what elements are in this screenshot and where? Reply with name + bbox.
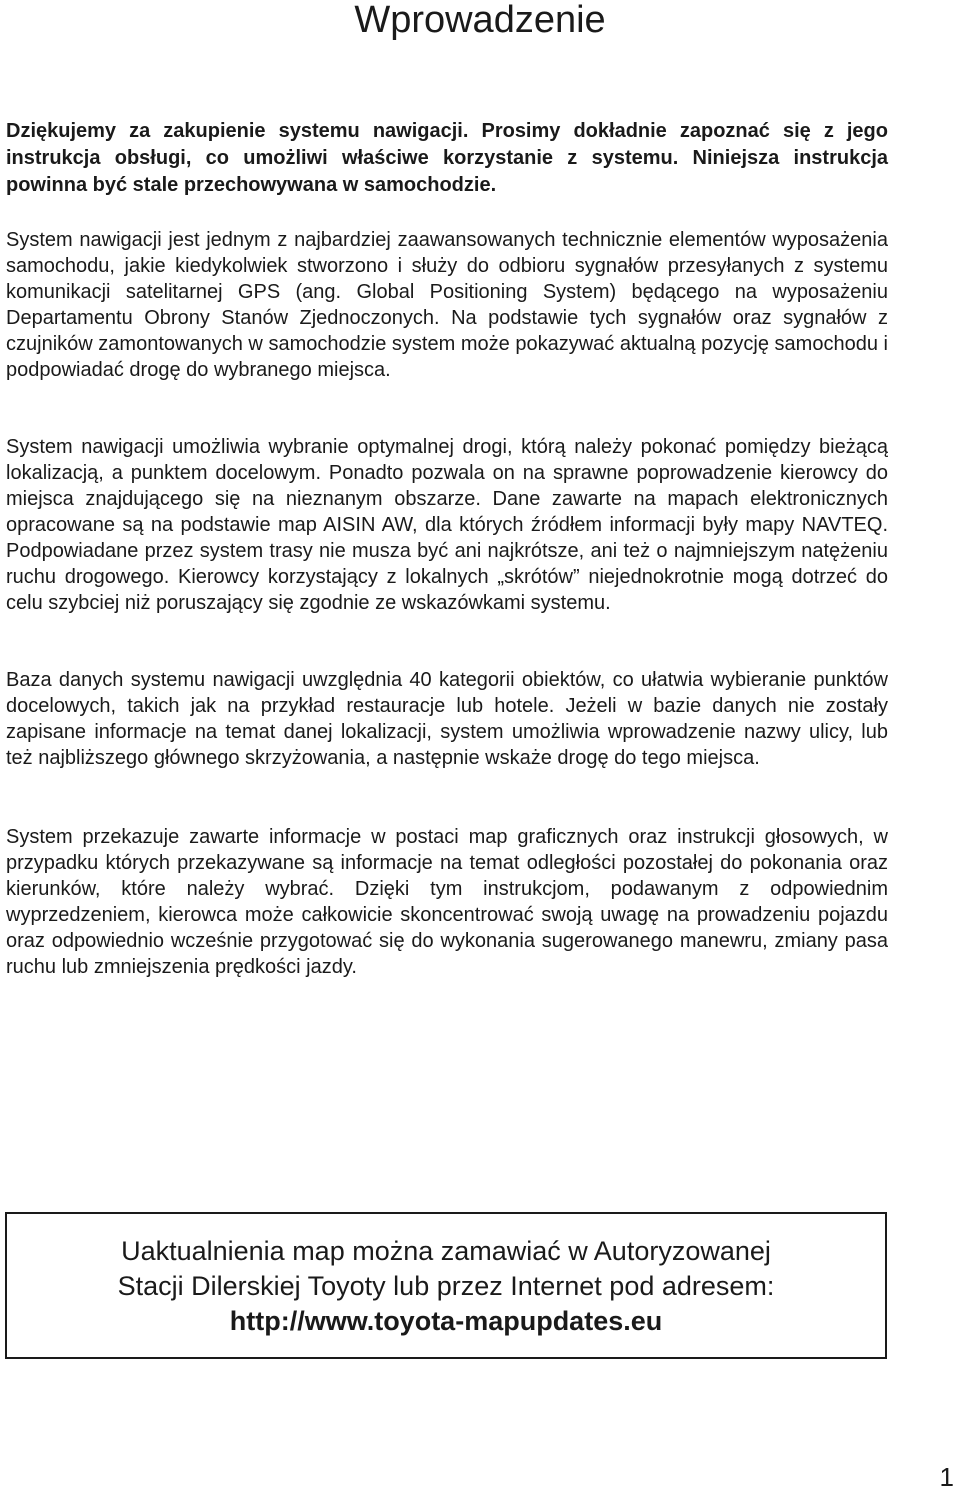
paragraph-voice-guidance: System przekazuje zawarte informacje w postaci map graficznych oraz instrukcji głosowych, w przypadku których przekazywane są informacje na temat odległości pozostałej do pokonania oraz kierunków, które należy wybrać. Dzięki tym instrukcjom, podawanym z odpowiednim wyprzedzeniem, kierowca może całkowicie skoncentrować swoją uwagę na prowadzeniu pojazdu oraz odpowiednio wcześnie przygotować się do wykonania sugerowanego manewru, zmiany pasa ruchu lub zmniejszenia prędkości jazdy. xyxy=(6,826,888,978)
paragraph-route-selection: System nawigacji umożliwia wybranie optymalnej drogi, którą należy pokonać pomiędzy bieżącą lokalizacją, a punktem docelowym. Ponadto pozwala on na sprawne poprowadzenie kierowcy do miejsca znajdującego się na nieznanym obszarze. Dane zawarte na mapach elektronicznych opracowane są na podstawie map AISIN AW, dla których źródłem informacji były mapy NAVTEQ. Podpowiadane przez system trasy nie musza być ani najkrótsze, ani też o najmniejszym natężeniu ruchu drogowego. Kierowcy korzystający z lokalnych „skrótów” niejednokrotnie mogą dotrzeć do celu szybciej niż poruszający się zgodnie ze wskazówkami systemu. xyxy=(6,436,888,614)
notice-line-2: Stacji Dilerskiej Toyoty lub przez Internet pod adresem: xyxy=(117,1271,775,1301)
map-update-notice-box xyxy=(5,1212,887,1359)
page-number: 1 xyxy=(939,1462,954,1492)
intro-paragraph: Dziękujemy za zakupienie systemu nawigacji. Prosimy dokładnie zapoznać się z jego instrukcja obsługi, co umożliwi właściwe korzystanie z systemu. Niniejsza instrukcja powinna być stale przechowywana w samochodzie. xyxy=(6,120,888,196)
paragraph-poi-database: Baza danych systemu nawigacji uwzględnia 40 kategorii obiektów, co ułatwia wybieranie punktów docelowych, takich jak na przykład restauracje lub hotele. Jeżeli w bazie danych nie zostały zapisane informacje na temat danej lokalizacji, system umożliwia wprowadzenie nazwy ulicy, lub też najbliższego głównego skrzyżowania, a następnie wskaże drogę do tego miejsca. xyxy=(6,669,888,769)
notice-line-1: Uaktualnienia map można zamawiać w Autoryzowanej xyxy=(121,1236,771,1266)
paragraph-gps-system: System nawigacji jest jednym z najbardziej zaawansowanych technicznie elementów wyposażenia samochodu, jakie kiedykolwiek stworzono i służy do odbioru sygnałów przesyłanych z systemu komunikacji satelitarnej GPS (ang. Global Positioning System) będącego na wyposażeniu Departamentu Obrony Stanów Zjednoczonych. Na podstawie tych sygnałów oraz sygnałów z czujników zamontowanych w samochodzie system może pokazywać aktualną pozycję samochodu i podpowiadać drogę do wybranego miejsca. xyxy=(6,229,888,381)
map-updates-url[interactable]: http://www.toyota-mapupdates.eu xyxy=(229,1306,663,1336)
page-title: Wprowadzenie xyxy=(354,0,606,41)
